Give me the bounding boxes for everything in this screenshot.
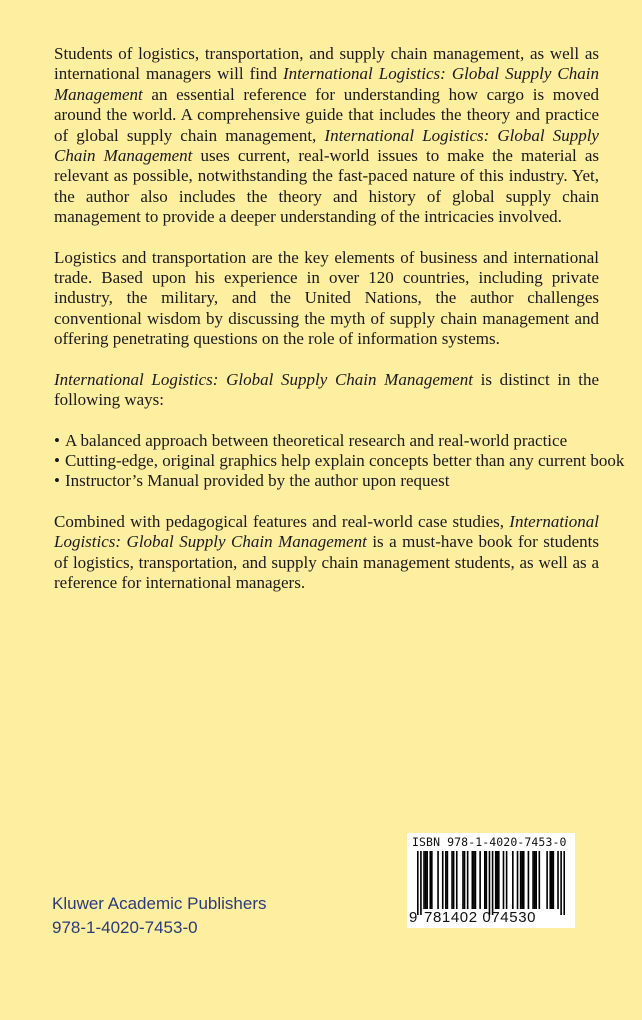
barcode-bar [506,851,508,909]
paragraph-distinct: International Logistics: Global Supply Chain Management is distinct in the following ways: [54,369,599,410]
barcode-bar [472,851,474,909]
barcode-bars [417,851,565,915]
barcode-bar [437,851,439,909]
barcode-bar [495,851,497,909]
barcode-bar [520,851,522,909]
barcode-bar [521,851,523,909]
paragraph-logistics: Logistics and transportation are the key elements of business and international trade. Based upon his experience in over 120 countries, including private industry, the military, and the United Nations, the author challenges conventional wisdom by discussing the myth of supply chain management and offering penetrating questions on the role of information systems. [54,247,599,349]
barcode-bar [420,851,422,915]
barcode-bar [549,851,551,909]
barcode-bar [447,851,449,909]
barcode-bar [528,851,530,909]
barcode-bar [473,851,475,909]
barcode-bar [489,851,491,915]
bullet-icon: • [54,471,60,491]
publisher-isbn: 978-1-4020-7453-0 [52,918,198,937]
back-cover-blurb [54,44,625,613]
barcode-bar [445,851,447,909]
barcode-bar [423,851,425,909]
paragraph-intro: Students of logistics, transportation, and supply chain management, as well as international managers will find International Logistics: Global Supply Chain Management an essential reference for understanding how cargo is moved around the world. A comprehensive guide that includes the theory and practice of global supply chain management, International Logistics: Global Supply Chain Management uses current, real-world issues to make the material as relevant as possible, notwithstanding the fast-paced nature of this industry. Yet, the author also includes the theory and history of global supply chain management to provide a deeper understanding of the intricacies involved. [54,44,599,227]
publisher-name: Kluwer Academic Publishers [52,894,267,913]
bullet-icon: • [54,450,60,470]
barcode-bar [456,851,458,909]
barcode-bar [467,851,469,909]
barcode-bar [431,851,433,909]
barcode-bar [503,851,505,909]
barcode-bar [557,851,559,909]
paragraph-closing: Combined with pedagogical features and real-world case studies, International Logistics: Global Supply Chain Management is a must-have book for students of logistics, transportation, and supply chain management students, as well as a reference for international managers. [54,511,599,592]
barcode-bar [479,851,481,909]
barcode-bar [484,851,486,909]
barcode-bar [426,851,428,909]
feature-list [54,430,625,492]
book-title-italic: International Logistics: Global Supply Chain Management [54,64,599,104]
barcode-bar [517,851,519,909]
barcode-bar [496,851,498,909]
barcode-bar [486,851,488,909]
barcode-bar [464,851,466,909]
barcode-bar [532,851,534,909]
barcode-bar [429,851,431,909]
barcode-bar [475,851,477,909]
barcode-bar [512,851,514,909]
barcode-bar [417,851,419,915]
barcode-bar [523,851,525,909]
publisher-block [52,892,266,940]
barcode-bar [560,851,562,915]
barcode-bar [492,851,494,915]
bullet-icon: • [54,430,60,450]
barcode-bar [563,851,565,915]
barcode-bar [498,851,500,909]
barcode-bar [442,851,444,909]
book-title-italic: International Logistics: Global Supply Chain Management [54,125,599,166]
barcode-bar [453,851,455,909]
list-item: • Cutting-edge, original graphics help explain concepts better than any current book [54,450,625,470]
list-item: • Instructor’s Manual provided by the author upon request [54,471,450,491]
barcode-bar [425,851,427,909]
barcode-bar [451,851,453,909]
barcode-bar [539,851,541,909]
barcode-bar [462,851,464,909]
barcode-isbn-label: ISBN 978-1-4020-7453-0 [412,835,567,849]
book-title-italic: International Logistics: Global Supply Chain Management [54,369,473,389]
book-title-italic: International Logistics: Global Supply Chain Management [54,511,599,552]
barcode-bar [553,851,555,909]
barcode-bar [534,851,536,909]
barcode: ISBN 978-1-4020-7453-0 9 781402 074530 [407,833,575,928]
barcode-bar [546,851,548,909]
list-item: • A balanced approach between theoretical research and real-world practice [54,430,568,450]
barcode-bar [535,851,537,909]
barcode-bar [551,851,553,909]
